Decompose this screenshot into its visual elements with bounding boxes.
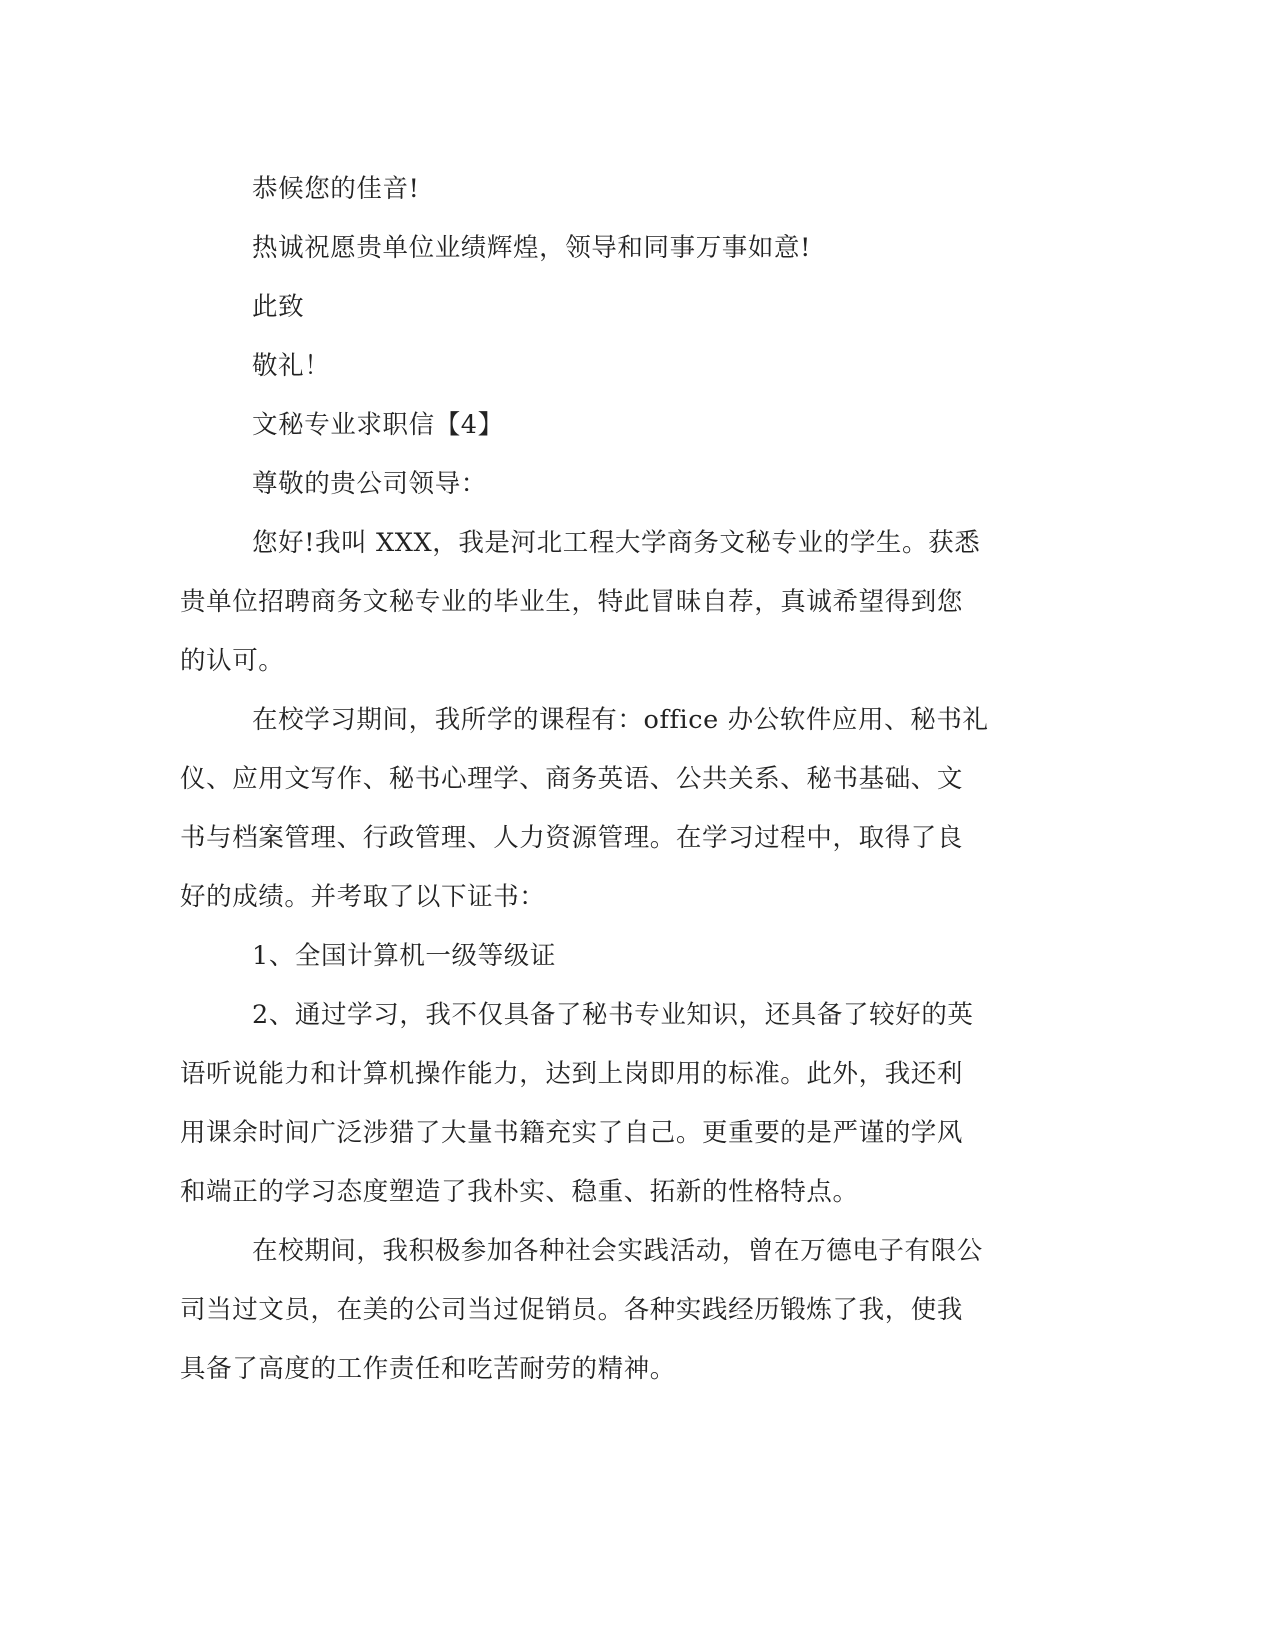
paragraph-line: 书与档案管理、行政管理、人力资源管理。在学习过程中，取得了良 [180, 823, 964, 853]
paragraph-line: 用课余时间广泛涉猎了大量书籍充实了自己。更重要的是严谨的学风 [180, 1118, 964, 1148]
paragraph-line: 具备了高度的工作责任和吃苦耐劳的精神。 [180, 1354, 676, 1384]
paragraph-line: 语听说能力和计算机操作能力，达到上岗即用的标准。此外，我还利 [180, 1059, 964, 1089]
paragraph-line: 贵单位招聘商务文秘专业的毕业生，特此冒昧自荐，真诚希望得到您 [180, 587, 964, 617]
salutation-jingli: 敬礼！ [252, 351, 331, 381]
letter-body [180, 160, 1030, 1399]
paragraph-line: 和端正的学习态度塑造了我朴实、稳重、拓新的性格特点。 [180, 1177, 859, 1207]
paragraph-line: 在校期间，我积极参加各种社会实践活动，曾在万德电子有限公 [252, 1236, 983, 1266]
wishes-line: 热诚祝愿贵单位业绩辉煌，领导和同事万事如意! [252, 233, 811, 263]
paragraph-line: 在校学习期间，我所学的课程有：office 办公软件应用、秘书礼 [252, 705, 989, 735]
paragraph-line: 仪、应用文写作、秘书心理学、商务英语、公共关系、秘书基础、文 [180, 764, 964, 794]
section-title: 文秘专业求职信【4】 [252, 410, 504, 440]
list-item: 2、通过学习，我不仅具备了秘书专业知识，还具备了较好的英 [252, 1000, 974, 1030]
paragraph-line: 好的成绩。并考取了以下证书： [180, 882, 546, 912]
paragraph-line: 您好!我叫 XXX，我是河北工程大学商务文秘专业的学生。获悉 [252, 528, 981, 558]
paragraph-line: 司当过文员，在美的公司当过促销员。各种实践经历锻炼了我，使我 [180, 1295, 964, 1325]
list-item: 1、全国计算机一级等级证 [252, 941, 556, 971]
salutation-cizhi: 此致 [252, 292, 305, 322]
paragraph-line: 的认可。 [180, 646, 285, 676]
greeting-line: 尊敬的贵公司领导： [252, 469, 487, 499]
closing-line: 恭候您的佳音! [252, 174, 420, 204]
